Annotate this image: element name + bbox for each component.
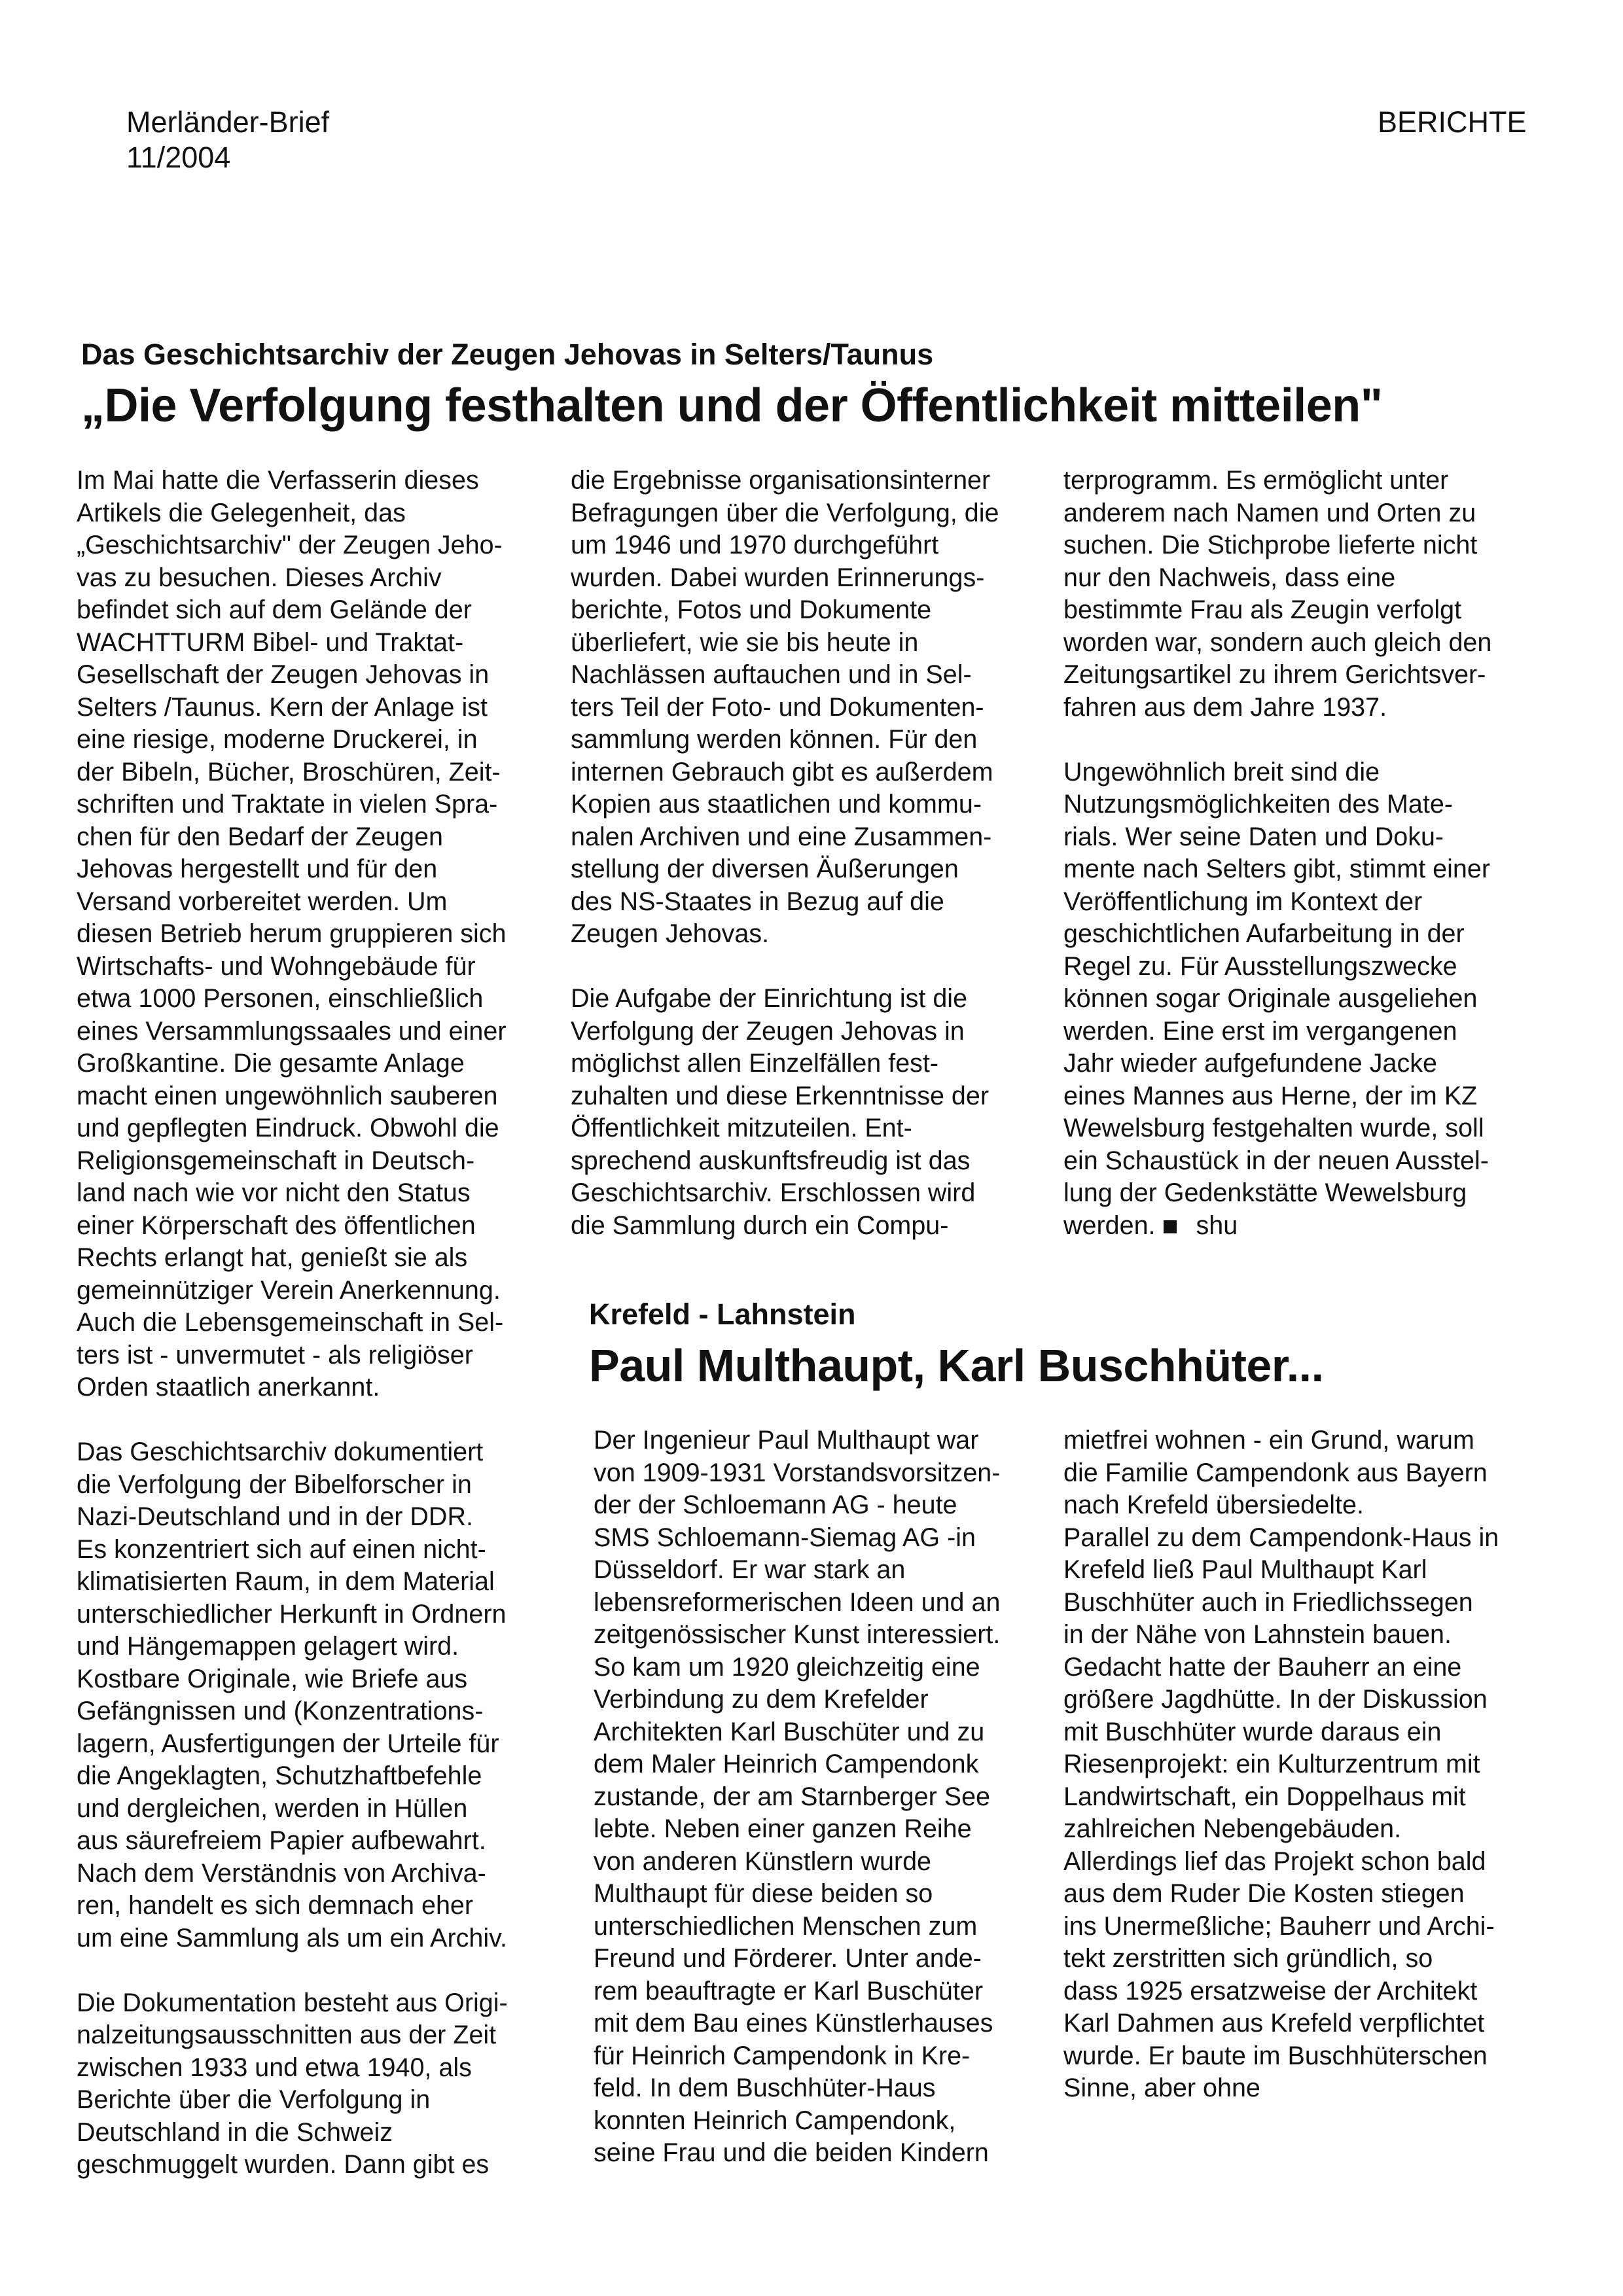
text-line: geschichtlichen Aufarbeitung in der <box>1063 919 1465 948</box>
text-line: „Geschichtsarchiv" der Zeugen Jeho- <box>77 531 503 559</box>
text-line: werden. Eine erst im vergangenen <box>1063 1016 1457 1046</box>
text-line: Kostbare Originale, wie Briefe aus <box>77 1664 468 1693</box>
text-line: und gepflegten Eindruck. Obwohl die <box>77 1114 499 1142</box>
text-line: Die Dokumentation besteht aus Origi- <box>77 1988 508 2017</box>
text-line: geschmuggelt wurden. Dann gibt es <box>77 2150 490 2179</box>
text-line: vas zu besuchen. Dieses Archiv <box>77 563 442 592</box>
text-line: nalzeitungsausschnitten aus der Zeit <box>77 2021 497 2049</box>
text-line: sammlung werden können. Für den <box>571 725 978 754</box>
text-line: lagern, Ausfertigungen der Urteile für <box>77 1729 499 1758</box>
text-line: überliefert, wie sie bis heute in <box>571 627 919 657</box>
text-line: Parallel zu dem Campendonk-Haus in <box>1063 1523 1499 1552</box>
text-line: Düsseldorf. Er war stark an <box>594 1555 906 1584</box>
text-line: diesen Betrieb herum gruppieren sich <box>77 919 507 948</box>
text-line: Ungewöhnlich breit sind die <box>1063 757 1380 786</box>
text-line: Auch die Lebensgemeinschaft in Sel- <box>77 1308 504 1337</box>
text-line: Im Mai hatte die Verfasserin dieses <box>77 466 479 495</box>
text-line: WACHTTURM Bibel- und Traktat- <box>77 627 464 657</box>
text-line: So kam um 1920 gleichzeitig eine <box>594 1652 980 1682</box>
text-line: von anderen Künstlern wurde <box>594 1846 932 1876</box>
text-line: Landwirtschaft, ein Doppelhaus mit <box>1063 1782 1466 1811</box>
text-line: eines Mannes aus Herne, der im KZ <box>1063 1081 1478 1110</box>
page-header-left <box>126 105 329 175</box>
text-line: macht einen ungewöhnlich sauberen <box>77 1081 498 1110</box>
text-line: Gefängnissen und (Konzentrations- <box>77 1697 484 1725</box>
paragraph <box>77 465 508 1404</box>
text-line: fahren aus dem Jahre 1937. <box>1063 692 1387 722</box>
text-line: Freund und Förderer. Unter ande- <box>594 1944 982 1973</box>
text-line: Orden staatlich anerkannt. <box>77 1373 380 1402</box>
text-line: zahlreichen Nebengebäuden. <box>1063 1814 1402 1843</box>
text-line: Krefeld ließ Paul Multhaupt Karl <box>1063 1555 1427 1584</box>
text-line: Berichte über die Verfolgung in <box>77 2085 431 2114</box>
text-line: sprechend auskunftsfreudig ist das <box>571 1146 971 1175</box>
text-line: Kopien aus staatlichen und kommu- <box>571 790 982 819</box>
text-line: aus säurefreiem Papier aufbewahrt. <box>77 1826 486 1855</box>
text-line: zeitgenössischer Kunst interessiert. <box>594 1620 1001 1649</box>
text-line: Veröffentlichung im Kontext der <box>1063 887 1423 916</box>
text-line: Die Aufgabe der Einrichtung ist die <box>571 984 968 1013</box>
text-line: ters Teil der Foto- und Dokumenten- <box>571 692 984 722</box>
text-line: etwa 1000 Personen, einschließlich <box>77 984 484 1013</box>
text-line: Der Ingenieur Paul Multhaupt war <box>594 1426 979 1455</box>
text-line: Nach dem Verständnis von Archiva- <box>77 1858 486 1888</box>
text-line: rem beauftragte er Karl Buschüter <box>594 1976 983 2005</box>
text-line: die Ergebnisse organisationsinterner <box>571 466 991 495</box>
text-line: Das Geschichtsarchiv dokumentiert <box>77 1438 484 1466</box>
text-line: gemeinnütziger Verein Anerkennung. <box>77 1275 501 1305</box>
text-line: Jehovas hergestellt und für den <box>77 855 438 883</box>
text-line: Buschhüter auch in Friedlichssegen <box>1063 1587 1473 1617</box>
paragraph <box>571 983 999 1242</box>
text-line: die Angeklagten, Schutzhaftbefehle <box>77 1761 482 1790</box>
text-line: zustande, der am Starnberger See <box>594 1782 991 1811</box>
text-line: Zeitungsartikel zu ihrem Gerichtsver- <box>1063 660 1486 689</box>
text-line: Sinne, aber ohne <box>1063 2074 1260 2102</box>
text-line: Allerdings lief das Projekt schon bald <box>1063 1846 1486 1876</box>
text-line: stellung der diversen Äußerungen <box>571 855 959 883</box>
text-line: land nach wie vor nicht den Status <box>77 1178 471 1207</box>
text-line: befindet sich auf dem Gelände der <box>77 595 472 624</box>
text-line: unterschiedlichen Menschen zum <box>594 1911 978 1941</box>
text-line: feld. In dem Buschhüter-Haus <box>594 2074 936 2102</box>
article1-kicker: Das Geschichtsarchiv der Zeugen Jehovas in Selters/Taunus <box>81 338 934 371</box>
text-line: in der Nähe von Lahnstein bauen. <box>1063 1620 1452 1649</box>
text-line: Es konzentriert sich auf einen nicht- <box>77 1534 486 1564</box>
text-line: ren, handelt es sich demnach eher <box>77 1891 474 1920</box>
text-line: eine riesige, moderne Druckerei, in <box>77 725 478 754</box>
text-line: Selters /Taunus. Kern der Anlage ist <box>77 692 488 722</box>
text-line: lung der Gedenkstätte Wewelsburg <box>1063 1178 1467 1207</box>
text-line: wurden. Dabei wurden Erinnerungs- <box>571 563 985 592</box>
text-line: Befragungen über die Verfolgung, die <box>571 498 999 527</box>
text-line: Gedacht hatte der Bauherr an eine <box>1063 1652 1462 1682</box>
text-line: um 1946 und 1970 durchgeführt <box>571 531 939 559</box>
issue-number: 11/2004 <box>126 141 231 174</box>
text-line: können sogar Originale ausgeliehen <box>1063 984 1478 1013</box>
text-line: Zeugen Jehovas. <box>571 919 770 948</box>
text-line: dass 1925 ersatzweise der Architekt <box>1063 1976 1478 2005</box>
text-line: SMS Schloemann-Siemag AG -in <box>594 1523 976 1552</box>
text-line: Versand vorbereitet werden. Um <box>77 887 448 916</box>
text-line: rials. Wer seine Daten und Doku- <box>1063 822 1444 851</box>
text-line: internen Gebrauch gibt es außerdem <box>571 757 993 786</box>
article1-headline: „Die Verfolgung festhalten und der Öffentlichkeit mitteilen" <box>81 380 1383 432</box>
text-line: konnten Heinrich Campendonk, <box>594 2106 956 2135</box>
publication-name: Merländer-Brief <box>126 105 330 139</box>
text-line: mente nach Selters gibt, stimmt einer <box>1063 855 1491 883</box>
text-line: der Bibeln, Bücher, Broschüren, Zeit- <box>77 757 501 786</box>
text-line: und Hängemappen gelagert wird. <box>77 1632 459 1661</box>
text-line: die Familie Campendonk aus Bayern <box>1063 1458 1488 1487</box>
text-line: dem Maler Heinrich Campendonk <box>594 1750 979 1778</box>
text-line: Regel zu. Für Ausstellungszwecke <box>1063 951 1457 981</box>
author-initials: shu <box>1196 1210 1238 1240</box>
text-line: berichte, Fotos und Dokumente <box>571 595 932 624</box>
text-line: Artikels die Gelegenheit, das <box>77 498 406 527</box>
text-line: lebte. Neben einer ganzen Reihe <box>594 1814 972 1843</box>
text-line: Rechts erlangt hat, genießt sie als <box>77 1243 468 1272</box>
article2-column-2 <box>1063 1424 1499 2105</box>
text-line: chen für den Bedarf der Zeugen <box>77 822 443 851</box>
text-line: tekt zerstritten sich gründlich, so <box>1063 1944 1433 1973</box>
paragraph <box>1063 756 1491 1210</box>
text-line: Architekten Karl Buschüter und zu <box>594 1717 985 1746</box>
text-line: um eine Sammlung als um ein Archiv. <box>77 1923 507 1952</box>
text-line: Geschichtsarchiv. Erschlossen wird <box>571 1178 976 1207</box>
text-line: von 1909-1931 Vorstandsvorsitzen- <box>594 1458 1001 1487</box>
article2-column-1 <box>594 1424 1000 2170</box>
text-line: für Heinrich Campendonk in Kre- <box>594 2041 971 2070</box>
text-line: mietfrei wohnen - ein Grund, warum <box>1063 1426 1474 1455</box>
text-line: und dergleichen, werden in Hüllen <box>77 1793 468 1823</box>
article2-headline: Paul Multhaupt, Karl Buschhüter... <box>589 1340 1324 1391</box>
text-line: der der Schloemann AG - heute <box>594 1491 957 1519</box>
article1-column-2 <box>571 465 999 1242</box>
text-line: terprogramm. Es ermöglicht unter <box>1063 466 1449 495</box>
text-line: Verfolgung der Zeugen Jehovas in <box>571 1016 965 1046</box>
text-line: eines Versammlungssaales und einer <box>77 1016 507 1046</box>
text-line: möglichst allen Einzelfällen fest- <box>571 1049 939 1078</box>
text-line: die Verfolgung der Bibelforscher in <box>77 1470 472 1499</box>
text-line: Nachlässen auftauchen und in Sel- <box>571 660 972 689</box>
text-line: aus dem Ruder Die Kosten stiegen <box>1063 1879 1465 1908</box>
text-line: Großkantine. Die gesamte Anlage <box>77 1049 465 1078</box>
text-line: Wewelsburg festgehalten wurde, soll <box>1063 1114 1484 1142</box>
text-line: Jahr wieder aufgefundene Jacke <box>1063 1049 1437 1078</box>
text-line: klimatisierten Raum, in dem Material <box>77 1567 495 1596</box>
text-line: Religionsgemeinschaft in Deutsch- <box>77 1146 475 1175</box>
text-line: suchen. Die Stichprobe lieferte nicht <box>1063 531 1478 559</box>
text-line: zwischen 1933 und etwa 1940, als <box>77 2053 472 2082</box>
text-line: nalen Archiven und eine Zusammen- <box>571 822 992 851</box>
text-line: mit dem Bau eines Künstlerhauses <box>594 2009 993 2038</box>
text-line: nach Krefeld übersiedelte. <box>1063 1491 1364 1519</box>
text-line: Verbindung zu dem Krefelder <box>594 1685 929 1714</box>
text-line: anderem nach Namen und Orten zu <box>1063 498 1476 527</box>
text-line: Gesellschaft der Zeugen Jehovas in <box>77 660 490 689</box>
article1-column-3 <box>1063 465 1491 1242</box>
text-line: Karl Dahmen aus Krefeld verpflichtet <box>1063 2009 1485 2038</box>
text-line: lebensreformerischen Ideen und an <box>594 1587 1001 1617</box>
text-line: Nazi-Deutschland und in der DDR. <box>77 1502 473 1531</box>
text-line: seine Frau und die beiden Kindern <box>594 2138 989 2167</box>
article1-column-1 <box>77 465 508 2181</box>
text-line: worden war, sondern auch gleich den <box>1063 627 1492 657</box>
closing-text: werden. <box>1063 1210 1156 1240</box>
text-line: Deutschland in die Schweiz <box>77 2117 393 2147</box>
section-label: BERICHTE <box>1378 105 1527 139</box>
text-line: mit Buschhüter wurde daraus ein <box>1063 1717 1442 1746</box>
closing-line <box>1063 1210 1491 1243</box>
text-line: unterschiedlicher Herkunft in Ordnern <box>77 1599 507 1629</box>
text-line: Öffentlichkeit mitzuteilen. Ent- <box>571 1114 912 1142</box>
text-line: die Sammlung durch ein Compu- <box>571 1210 949 1240</box>
text-line: bestimmte Frau als Zeugin verfolgt <box>1063 595 1462 624</box>
text-line: Riesenprojekt: ein Kulturzentrum mit <box>1063 1750 1480 1778</box>
text-line: zuhalten und diese Erkenntnisse der <box>571 1081 990 1110</box>
paragraph <box>1063 1424 1499 2105</box>
text-line: ters ist - unvermutet - als religiöser <box>77 1340 473 1369</box>
paragraph <box>594 1424 1000 2170</box>
text-line: einer Körperschaft des öffentlichen <box>77 1210 476 1240</box>
text-line: schriften und Traktate in vielen Spra- <box>77 790 498 819</box>
text-line: größere Jagdhütte. In der Diskussion <box>1063 1685 1488 1714</box>
text-line: Wirtschafts- und Wohngebäude für <box>77 951 476 981</box>
text-line: nur den Nachweis, dass eine <box>1063 563 1396 592</box>
text-line: Nutzungsmöglichkeiten des Mate- <box>1063 790 1453 819</box>
text-line: ins Unermeßliche; Bauherr und Archi- <box>1063 1911 1495 1941</box>
paragraph <box>77 1436 508 1954</box>
text-line: wurde. Er baute im Buschhüterschen <box>1063 2041 1488 2070</box>
paragraph <box>571 465 999 951</box>
text-line: des NS-Staates in Bezug auf die <box>571 887 944 916</box>
text-line: Multhaupt für diese beiden so <box>594 1879 933 1908</box>
paragraph <box>1063 465 1491 724</box>
article2-kicker: Krefeld - Lahnstein <box>589 1298 856 1331</box>
text-line: ein Schaustück in der neuen Ausstel- <box>1063 1146 1489 1175</box>
end-mark-square-icon <box>1164 1220 1177 1233</box>
paragraph <box>77 1987 508 2181</box>
